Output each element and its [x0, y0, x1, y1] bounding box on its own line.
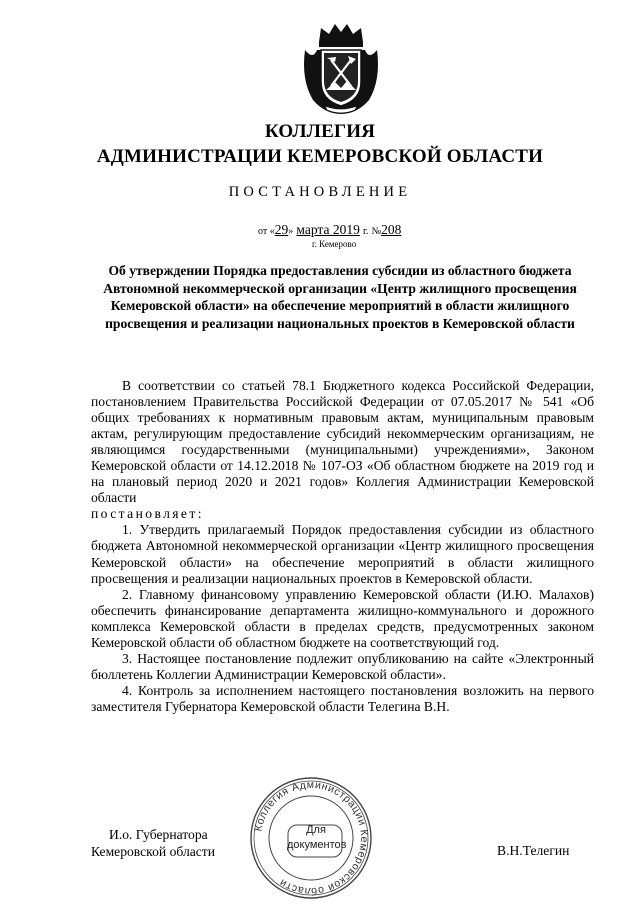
org-name-line2: АДМИНИСТРАЦИИ КЕМЕРОВСКОЙ ОБЛАСТИ	[96, 146, 544, 167]
kemerovo-coat-of-arms-icon	[299, 20, 383, 116]
resolves-word: постановляет:	[91, 506, 204, 522]
document-date-number	[258, 222, 401, 238]
stamp-ring-text: Коллегия Администрации Кемеровской области	[252, 778, 371, 898]
signatory-position	[91, 826, 241, 860]
date-prefix: от «	[258, 226, 275, 237]
document-city: г. Кемерово	[312, 239, 357, 249]
date-suffix: г.	[362, 226, 369, 237]
document-title: Об утверждении Порядка предоставления субсидии из областного бюджета Автономной некоммерческой организации «Центр жилищного просвещения Кемеровской области» на обеспечение мероприятий в области жилищного просвещения и реализации национальных проектов в Кемеровской области	[103, 263, 577, 331]
document-body	[91, 378, 594, 715]
org-name-line1: КОЛЛЕГИЯ	[264, 121, 376, 142]
date-mid: »	[288, 226, 294, 237]
date-month-year: марта 2019	[296, 222, 360, 237]
item-paragraph-3: 3. Настоящее постановление подлежит опубликованию на сайте «Электронный бюллетень Коллегии Администрации Кемеровской области».	[91, 650, 594, 682]
stamp-center-line2: документов	[287, 839, 347, 851]
date-day: 29	[274, 222, 289, 237]
signatory-position-line1: И.о. Губернатора	[109, 827, 208, 842]
stamp-center-text	[287, 823, 345, 853]
item-paragraph-1: 1. Утвердить прилагаемый Порядок предоставления субсидии из областного бюджета Автономной некоммерческой организации «Центр жилищного просвещения Кемеровской области» на обеспечение мероприятий в области жилищного просвещения и реализации национальных проектов в Кемеровской области.	[91, 522, 594, 586]
stamp-center-line1: Для	[306, 824, 326, 836]
signatory-position-line2: Кемеровской области	[91, 844, 216, 859]
signatory-name: В.Н.Телегин	[497, 843, 570, 858]
item-paragraph-4: 4. Контроль за исполнением настоящего постановления возложить на первого заместителя Губернатора Кемеровской области Телегина В.Н.	[91, 682, 594, 714]
document-number: 208	[381, 222, 402, 237]
number-label: №	[371, 226, 382, 237]
item-paragraph-2: 2. Главному финансовому управлению Кемеровской области (И.Ю. Малахов) обеспечить финансирование департамента жилищно-коммунального и дорожного комплекса Кемеровской области в пределах средств, предусмотренных законом Кемеровской области об областном бюджете на соответствующий год.	[91, 586, 594, 650]
preamble-paragraph: В соответствии со статьей 78.1 Бюджетного кодекса Российской Федерации, постановлением Правительства Российской Федерации от 07.05.2017 № 541 «Об общих требованиях к нормативным правовым актам, муниципальным правовым актам, регулирующим предоставление субсидий некоммерческим организациям, не являющимся государственными (муниципальными) учреждениями», Законом Кемеровской области от 14.12.2018 № 107-ОЗ «Об областном бюджете на 2019 год и на плановый период 2020 и 2021 годов» Коллегия Администрации Кемеровской области	[91, 378, 594, 506]
document-type: ПОСТАНОВЛЕНИЕ	[228, 184, 412, 200]
